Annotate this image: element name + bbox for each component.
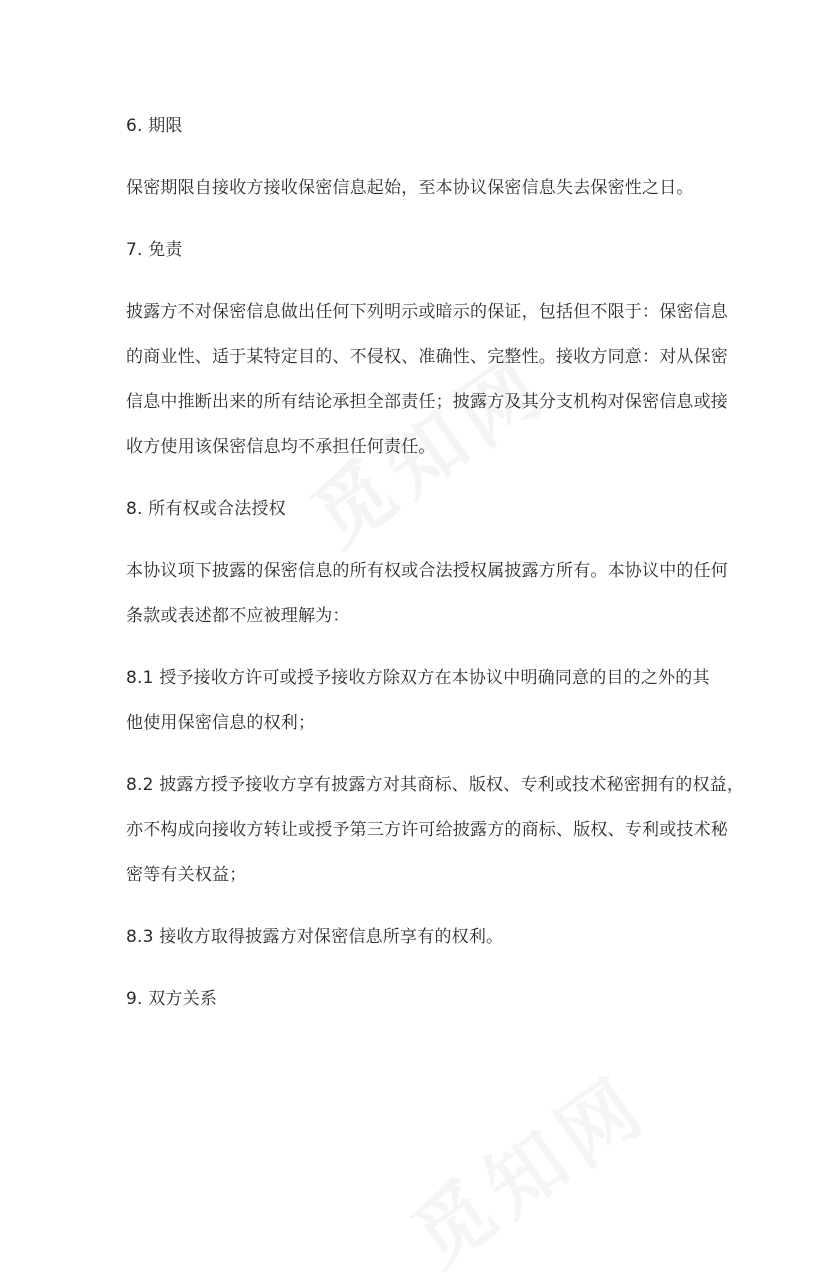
paragraph-line: 密等有关权益；	[126, 865, 247, 885]
paragraph-line: 亦不构成向接收方转让或授予第三方许可给披露方的商标、版权、专利或技术秘	[126, 820, 728, 840]
paragraph-line: 他使用保密信息的权利；	[126, 713, 316, 733]
paragraph-line: 本协议项下披露的保密信息的所有权或合法授权属披露方所有。本协议中的任何	[126, 561, 728, 581]
paragraph-line: 披露方不对保密信息做出任何下列明示或暗示的保证，包括但不限于：保密信息	[126, 302, 728, 322]
clause-8-2: 8.2 披露方授予接收方享有披露方对其商标、版权、专利或技术秘密拥有的权益，	[126, 775, 745, 795]
clause-8-3: 8.3 接收方取得披露方对保密信息所享有的权利。	[126, 927, 504, 947]
paragraph-line: 的商业性、适于某特定目的、不侵权、准确性、完整性。接收方同意：对从保密	[126, 347, 728, 367]
section-heading-7: 7. 免责	[126, 240, 183, 260]
paragraph-line: 保密期限自接收方接收保密信息起始，至本协议保密信息失去保密性之日。	[126, 178, 694, 198]
paragraph-line: 条款或表述都不应被理解为：	[126, 606, 350, 626]
paragraph-line: 收方使用该保密信息均不承担任何责任。	[126, 437, 436, 457]
clause-8-1: 8.1 授予接收方许可或授予接收方除双方在本协议中明确同意的目的之外的其	[126, 668, 710, 688]
section-heading-9: 9. 双方关系	[126, 989, 218, 1009]
watermark	[387, 1044, 668, 1287]
section-heading-8: 8. 所有权或合法授权	[126, 499, 286, 519]
paragraph-line: 信息中推断出来的所有结论承担全部责任；披露方及其分支机构对保密信息或接	[126, 392, 728, 412]
section-heading-6: 6. 期限	[126, 116, 183, 136]
